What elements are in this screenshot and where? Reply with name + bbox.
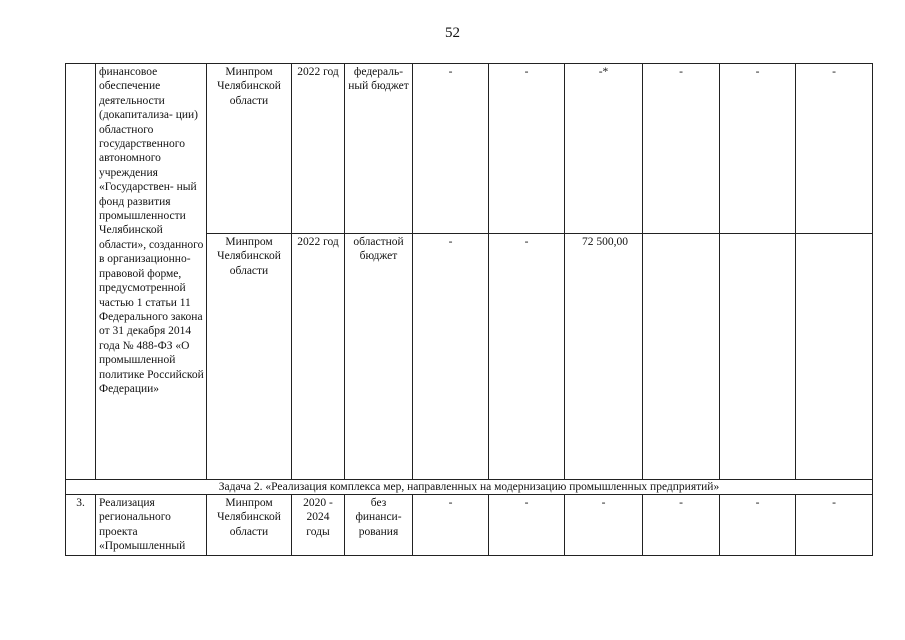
value-cell: -	[720, 64, 796, 234]
period-cell: 2020 - 2024 годы	[292, 495, 345, 556]
value-cell: -	[565, 495, 643, 556]
value-cell	[796, 234, 873, 480]
value-cell: -	[489, 64, 565, 234]
value-cell: -	[643, 64, 720, 234]
table-row	[66, 495, 873, 556]
value-cell: -	[796, 495, 873, 556]
task-header: Задача 2. «Реализация комплекса мер, направленных на модернизацию промышленных предприятий»	[66, 480, 873, 495]
executor-cell: Минпром Челябинской области	[207, 64, 292, 234]
value-cell: -	[489, 495, 565, 556]
value-cell: -*	[565, 64, 643, 234]
value-cell: -	[489, 234, 565, 480]
row-number-cell: 3.	[66, 495, 96, 556]
value-cell	[720, 234, 796, 480]
value-cell: -	[720, 495, 796, 556]
value-cell: -	[643, 495, 720, 556]
row-number-cell	[66, 64, 96, 480]
value-cell: -	[413, 234, 489, 480]
measure-description: Реализация регионального проекта «Промышленный	[96, 495, 207, 556]
page-number: 52	[445, 25, 460, 41]
value-cell: 72 500,00	[565, 234, 643, 480]
value-cell: -	[413, 495, 489, 556]
value-cell: -	[413, 64, 489, 234]
period-cell: 2022 год	[292, 234, 345, 480]
executor-cell: Минпром Челябинской области	[207, 495, 292, 556]
funding-source-cell: федераль- ный бюджет	[345, 64, 413, 234]
executor-cell: Минпром Челябинской области	[207, 234, 292, 480]
table-row	[66, 64, 873, 234]
task-header-row	[66, 480, 873, 495]
funding-source-cell: областной бюджет	[345, 234, 413, 480]
value-cell: -	[796, 64, 873, 234]
period-cell: 2022 год	[292, 64, 345, 234]
value-cell	[643, 234, 720, 480]
funding-source-cell: без финанси- рования	[345, 495, 413, 556]
program-table	[65, 63, 873, 556]
measure-description: финансовое обеспечение деятельности (докапитализа- ции) областного государственного автономного учреждения «Государствен- ный фонд развития промышленности Челябинской области», созданного в организационно- правовой форме, предусмотренной частью 1 статьи 11 Федерального закона от 31 декабря 2014 года № 488-ФЗ «О промышленной политике Российской Федерации»	[96, 64, 207, 480]
